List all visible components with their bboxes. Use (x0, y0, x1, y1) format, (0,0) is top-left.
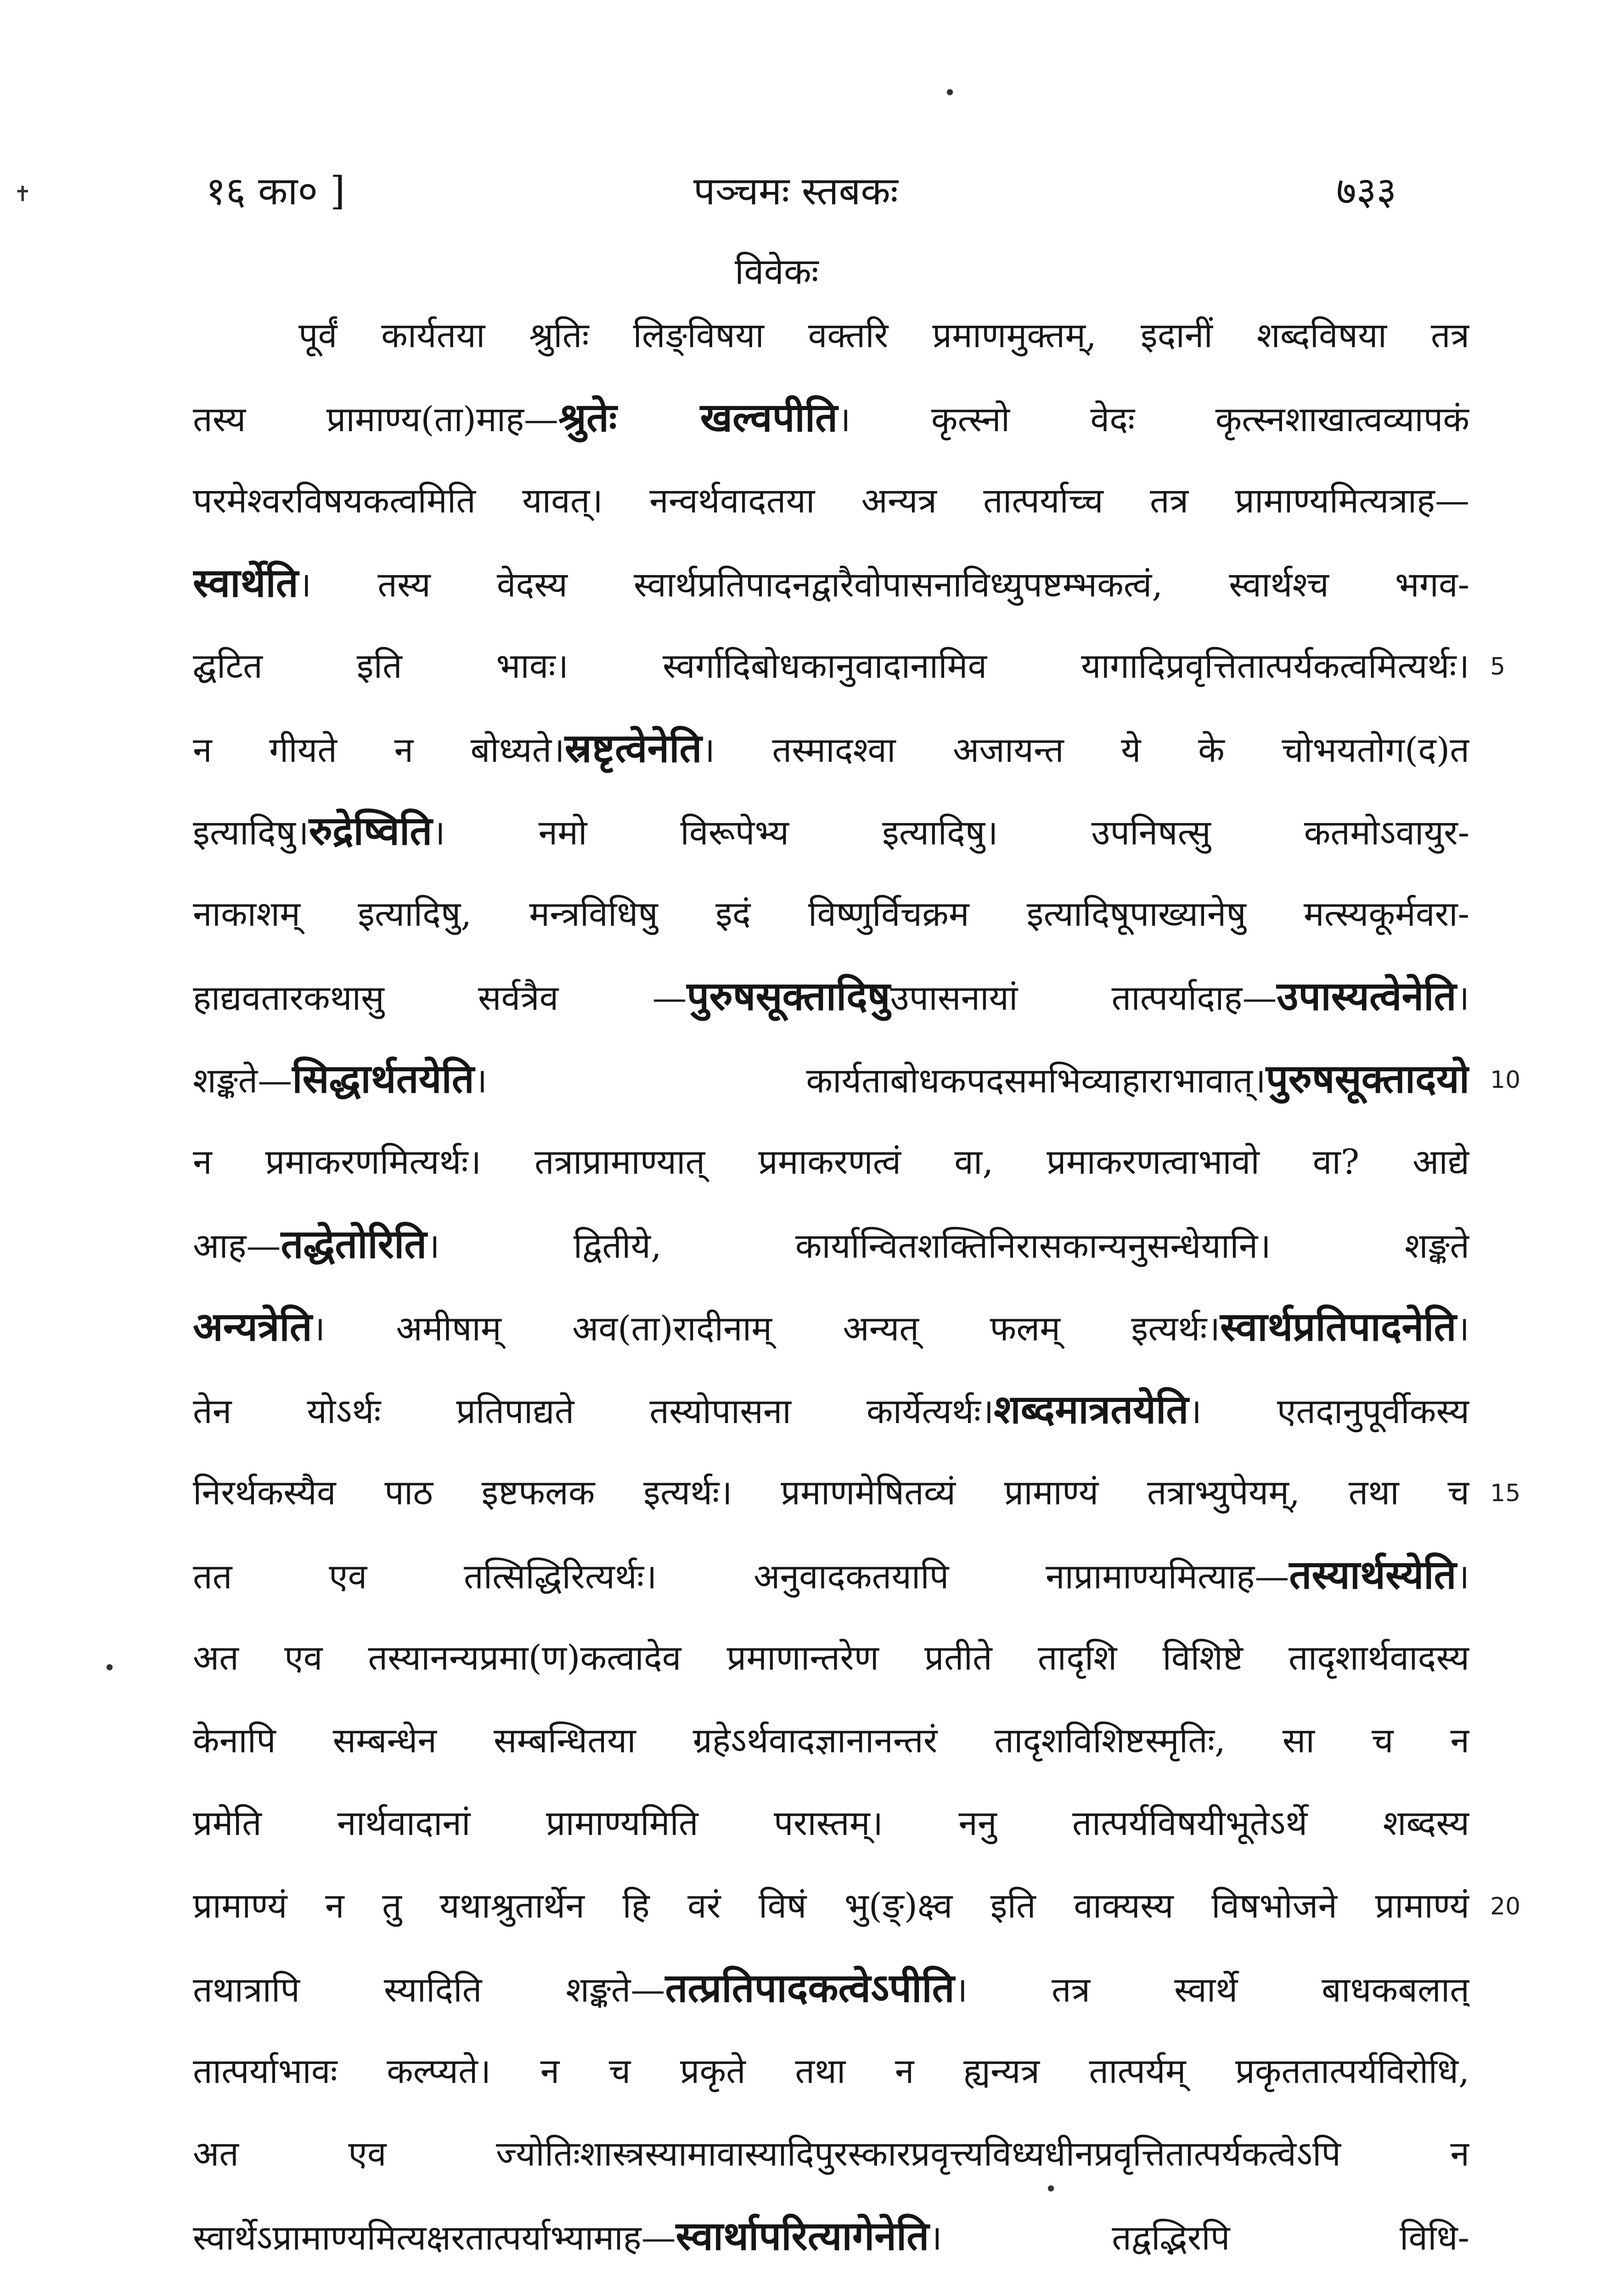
text-line (193, 955, 1469, 1038)
speck-dot: • (1045, 2177, 1058, 2201)
lemma: तस्यार्थस्येति (1289, 1552, 1457, 1598)
header-left: १६ का० ] (206, 169, 345, 214)
text-segment: । (1456, 1308, 1469, 1349)
text-line (193, 1203, 1469, 1286)
text-line (193, 2195, 1469, 2278)
commentary-text (193, 294, 1469, 2296)
speck-dot: • (944, 80, 957, 105)
text-line (193, 1368, 1469, 1451)
text-segment: प्रामाण्यं न तु यथाश्रुतार्थेन हि वरं विषं भु(ङ्)क्ष्व इति वाक्यस्य विषभोजने प्रामाण्यं (193, 1885, 1469, 1926)
lemma: श्रुतेः खल्वपीति (558, 394, 838, 441)
speck-dot: • (103, 1655, 116, 1680)
text-line (193, 707, 1469, 790)
text-segment: स्वार्थेऽप्रामाण्यमित्यक्षरतात्पर्याभ्यामाह— (193, 2217, 676, 2258)
text-line (193, 1616, 1469, 1699)
text-segment: । तत्र स्वार्थे बाधकबलात् (954, 1970, 1469, 2010)
lemma: अन्यत्रेति (193, 1304, 312, 1350)
text-line (193, 1699, 1469, 1782)
text-segment: अत एव ज्योतिःशास्त्रस्यामावास्यादिपुरस्कारप्रवृत्त्यविध्यधीनप्रवृत्तितात्पर्यकत्वेऽपि न (193, 2133, 1469, 2174)
text-segment: उपासनायां तात्पर्यादाह— (890, 978, 1277, 1018)
text-segment: न प्रमाकरणमित्यर्थः। तत्राप्रामाण्यात् प्रमाकरणत्वं वा, प्रमाकरणत्वाभावो वा? आद्ये (193, 1142, 1469, 1182)
line-number: 15 (1490, 1480, 1521, 1507)
text-segment: अत एव तस्यानन्यप्रमा(ण)कत्वादेव प्रमाणान्तरेण प्रतीते तादृशि विशिष्टे तादृशार्थवादस्य (193, 1638, 1469, 1678)
section-title: विवेकः (735, 251, 819, 293)
lemma: पुरुषसूक्तादिषु (687, 973, 890, 1019)
text-segment: । द्वितीये, कार्यान्वितशक्तिनिरासकान्यनुसन्धेयानि। शङ्कते (427, 1226, 1469, 1266)
text-segment: केनापि सम्बन्धेन सम्बन्धितया ग्रहेऽर्थवादज्ञानानन्तरं तादृशविशिष्टस्मृतिः, सा च न (193, 1720, 1469, 1761)
text-segment: द्घटित इति भावः। स्वर्गादिबोधकानुवादानामिव यागादिप्रवृत्तितात्पर्यकत्वमित्यर्थः। (193, 646, 1469, 686)
text-segment: नाकाशम् इत्यादिषु, मन्त्रविधिषु इदं विष्णुर्विचक्रम इत्यादिषूपाख्यानेषु मत्स्यकूर्मवरा- (193, 894, 1469, 934)
page-header (0, 163, 1615, 214)
line-number: 10 (1490, 1066, 1521, 1094)
text-segment: । तद्वद्भिरपि विधि- (929, 2217, 1469, 2258)
text-segment: आह— (193, 1226, 281, 1266)
text-segment: । तस्य वेदस्य स्वार्थप्रतिपादनद्वारैवोपासनाविध्युपष्टम्भकत्वं, स्वार्थश्च भगव- (298, 564, 1469, 605)
text-line (193, 625, 1469, 707)
margin-mark: ✝ (14, 181, 32, 206)
text-line (193, 2112, 1469, 2195)
lemma: स्वार्थापरित्यागेनेति (675, 2213, 929, 2259)
text-segment: । तस्मादश्वा अजायन्त ये के चोभयतोग(द)त (702, 730, 1469, 770)
lemma: तत्प्रतिपादकत्वेऽपीति (665, 1965, 955, 2011)
lemma: तद्धेतोरिति (281, 1221, 427, 1267)
text-line (193, 790, 1469, 872)
text-segment: । (1456, 1556, 1469, 1597)
lemma: पुरुषसूक्तादयो (1266, 1056, 1469, 1102)
text-segment: पूर्वं कार्यतया श्रुतिः लिङ्विषया वक्तरि प्रमाणमुक्तम्, इदानीं शब्दविषया तत्र (298, 315, 1469, 355)
text-line (193, 1782, 1469, 1864)
text-segment: तेन योऽर्थः प्रतिपाद्यते तस्योपासना कार्येत्यर्थः। (193, 1391, 994, 1431)
text-line (193, 1947, 1469, 2030)
text-segment: न गीयते न बोध्यते। (193, 730, 565, 770)
lemma: स्वार्थेति (193, 560, 298, 606)
text-segment: हाद्यवतारकथासु सर्वत्रैव — (193, 978, 687, 1018)
text-segment: । (1456, 978, 1469, 1018)
text-segment: तात्पर्याभावः कल्प्यते। न च प्रकृते तथा न ह्यन्यत्र तात्पर्यम् प्रकृततात्पर्यविरोधि, (193, 2051, 1469, 2091)
text-segment: इत्यादिषु। (193, 812, 309, 853)
lemma: रुद्रेष्विति (309, 808, 433, 854)
text-segment: । नमो विरूपेभ्य इत्यादिषु। उपनिषत्सु कतमोऽवायुर- (432, 812, 1469, 853)
text-line (193, 294, 1469, 377)
text-segment: । अमीषाम् अव(ता)रादीनाम् अन्यत् फलम् इत्यर्थः। (312, 1308, 1221, 1349)
text-line (193, 542, 1469, 625)
text-line (193, 1864, 1469, 1947)
lemma: सिद्धार्थतयेति (292, 1056, 474, 1102)
lemma: स्रष्टृत्वेनेति (564, 725, 702, 771)
text-segment: परमेश्वरविषयकत्वमिति यावत्। नन्वर्थवादतया अन्यत्र तात्पर्याच्च तत्र प्रामाण्यमित्यत्राह— (193, 480, 1469, 521)
text-line (193, 1038, 1469, 1120)
text-segment: निरर्थकस्यैव पाठ इष्टफलक इत्यर्थः। प्रमाणमेषितव्यं प्रामाण्यं तत्राभ्युपेयम्, तथा च (193, 1472, 1469, 1513)
running-title: पञ्चमः स्तबकः (693, 169, 898, 214)
lemma: शब्दमात्रतयेति (994, 1386, 1189, 1433)
text-segment: तथात्रापि स्यादिति शङ्कते— (193, 1970, 665, 2010)
text-segment: । एतदानुपूर्वीकस्य (1188, 1391, 1469, 1431)
text-line (193, 459, 1469, 542)
text-line (193, 2278, 1469, 2296)
text-line (193, 872, 1469, 955)
text-segment: । कृत्स्नो वेदः कृत्स्नशाखात्वव्यापकं (838, 399, 1469, 439)
text-line (193, 1451, 1469, 1534)
lemma: उपास्यत्वेनेति (1277, 973, 1457, 1019)
text-line (193, 1286, 1469, 1368)
text-segment: प्रमेति नार्थवादानां प्रामाण्यमिति परास्तम्। ननु तात्पर्यविषयीभूतेऽर्थे शब्दस्य (193, 1803, 1469, 1843)
text-line (193, 377, 1469, 459)
lemma: स्वार्थप्रतिपादनेति (1220, 1304, 1457, 1350)
text-line (193, 2030, 1469, 2112)
line-number: 20 (1490, 1893, 1521, 1920)
text-segment: तत एव तत्सिद्धिरित्यर्थः। अनुवादकतयापि नाप्रामाण्यमित्याह— (193, 1556, 1289, 1597)
text-segment: । कार्यताबोधकपदसमभिव्याहाराभावात्। (474, 1060, 1266, 1101)
page-number: ७३३ (1336, 169, 1397, 214)
text-segment: शङ्कते— (193, 1060, 293, 1101)
text-line (193, 1534, 1469, 1616)
line-number: 5 (1490, 653, 1506, 681)
text-segment: तस्य प्रामाण्य(ता)माह— (193, 399, 559, 439)
text-line (193, 1120, 1469, 1203)
